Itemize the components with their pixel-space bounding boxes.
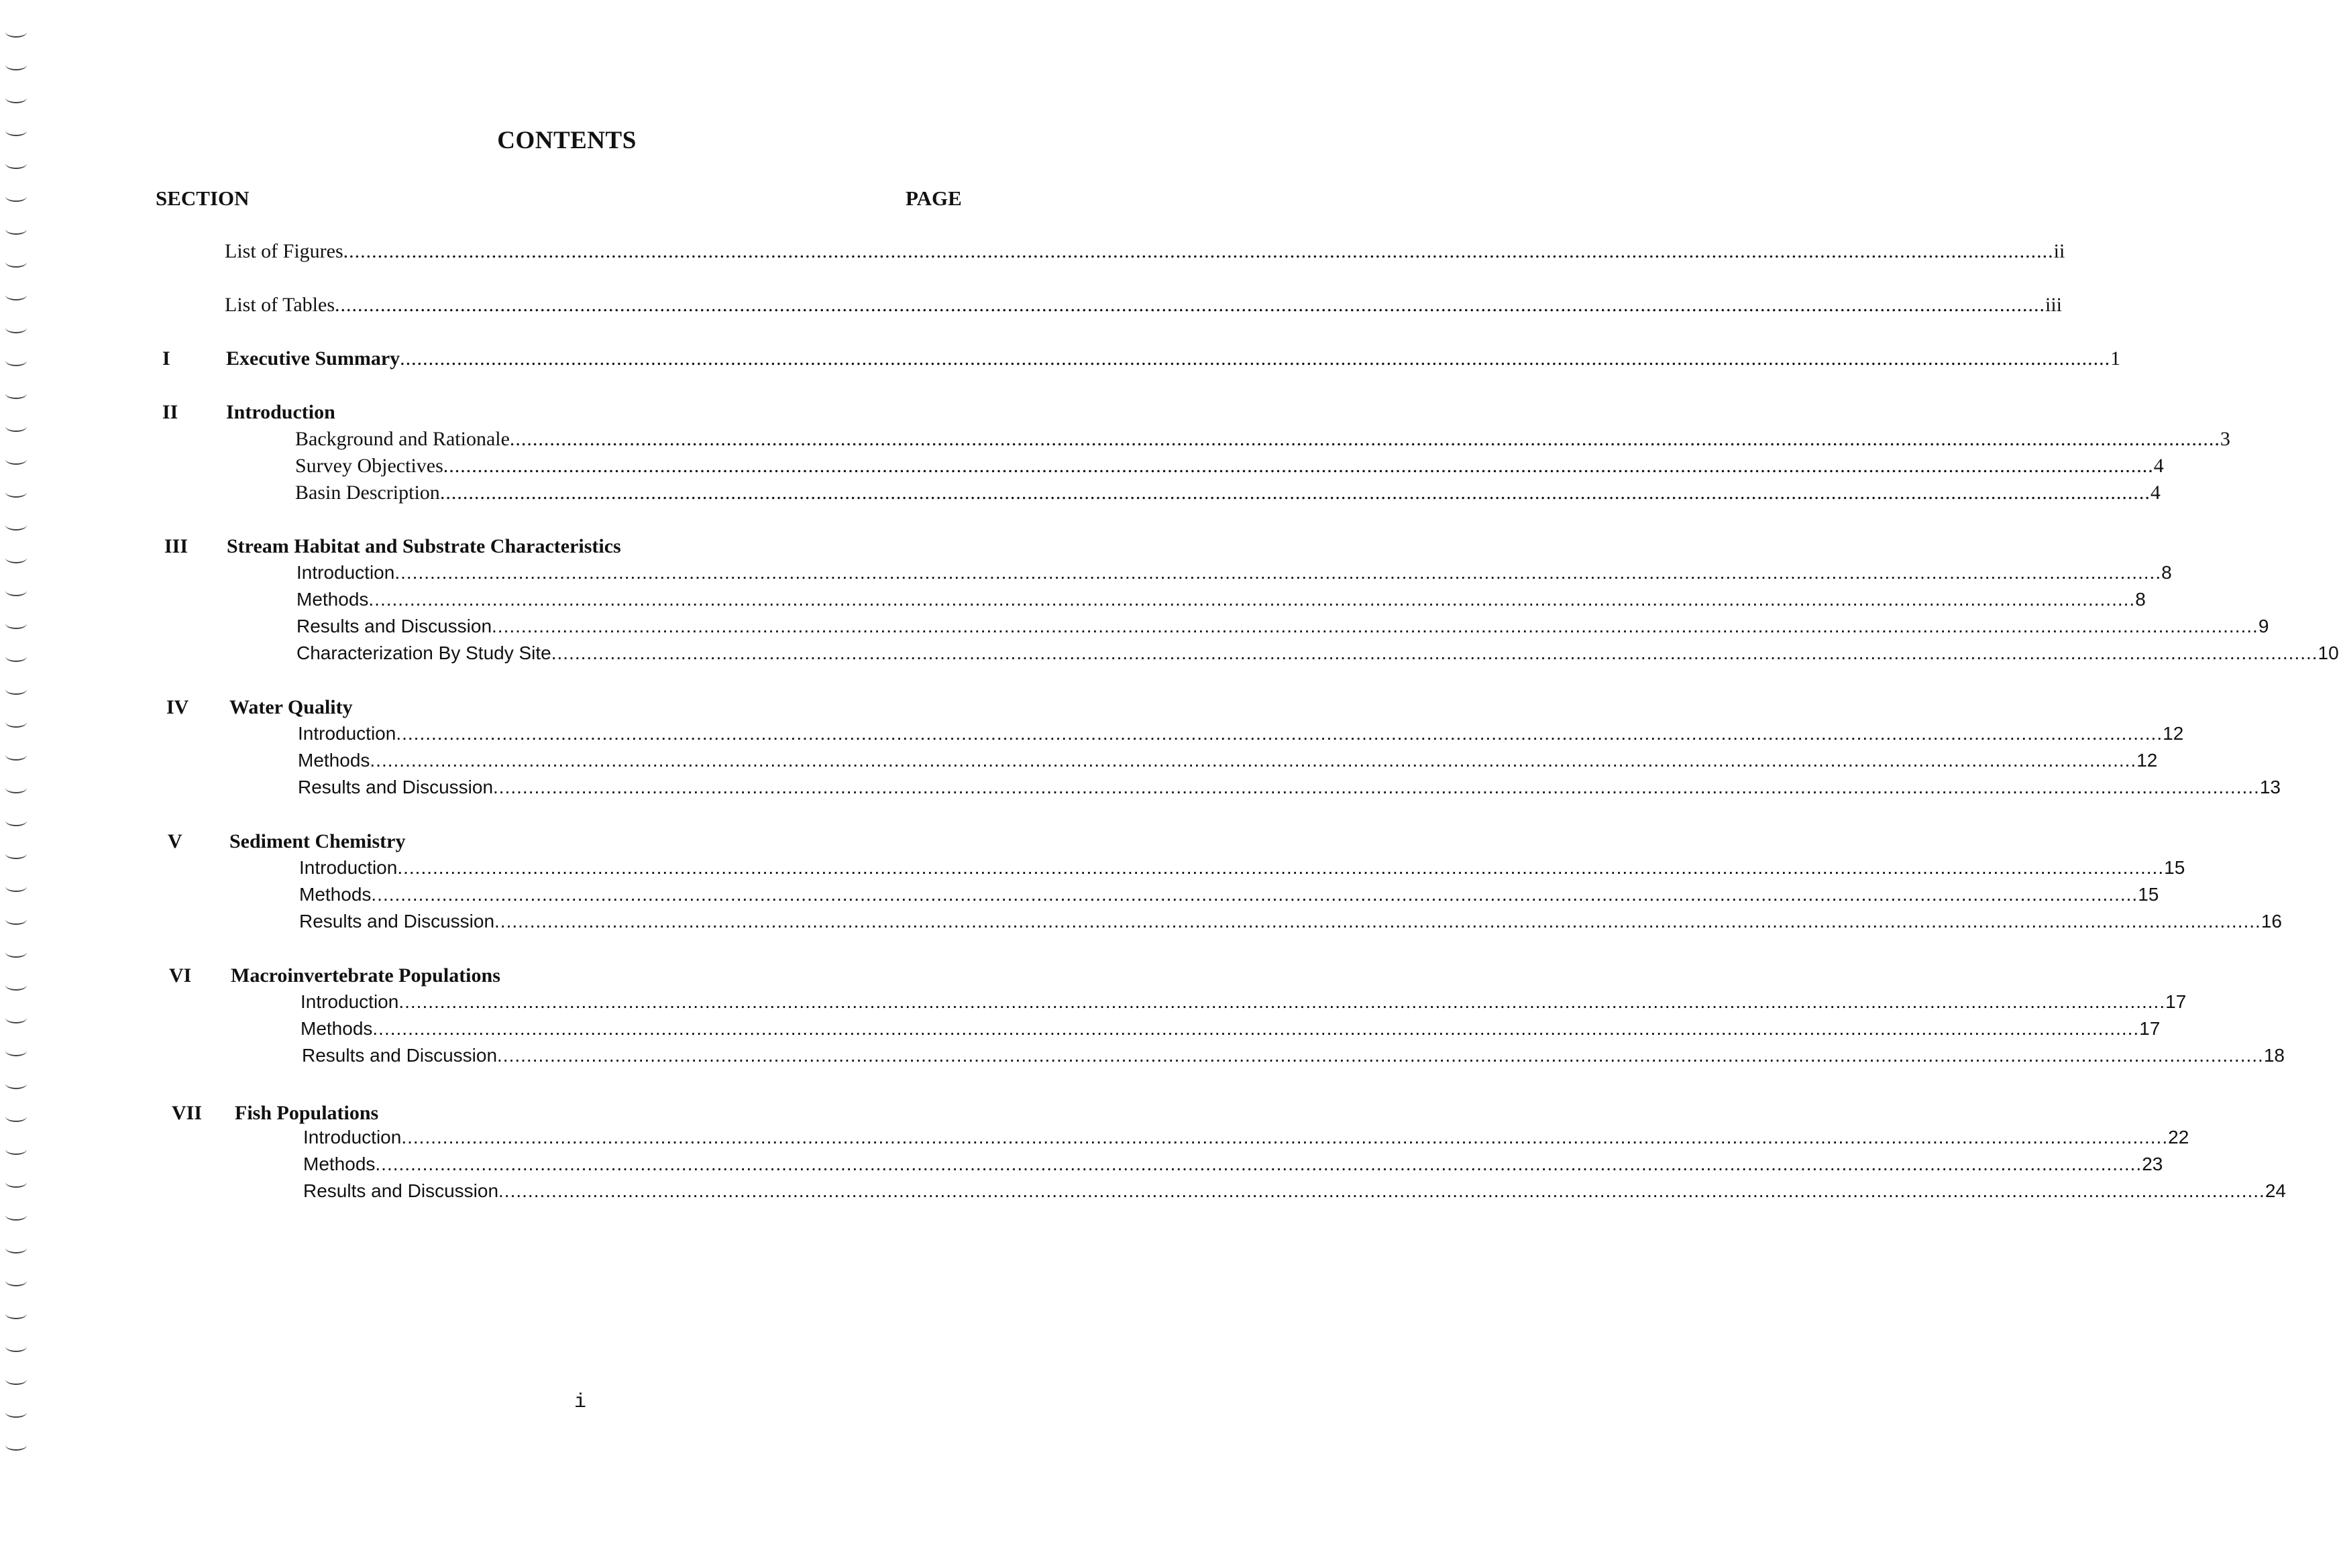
toc-entry-page: 1 (2110, 347, 2121, 370)
binding-hole (5, 585, 27, 596)
toc-entry[interactable] (296, 616, 2269, 637)
toc-entry[interactable] (295, 482, 2161, 504)
binding-hole (5, 158, 27, 169)
binding-hole (5, 848, 27, 859)
dot-leader: ............................................................................................................................................................................................................................................................................................................ (397, 857, 2165, 878)
binding-hole (5, 980, 27, 991)
binding-hole (5, 60, 27, 70)
binding-hole (5, 1046, 27, 1056)
section-numeral: V (168, 830, 182, 852)
binding-hole (5, 191, 27, 202)
section-numeral: VI (169, 964, 192, 987)
dot-leader: ............................................................................................................................................................................................................................................................................................................ (400, 347, 2111, 370)
toc-entry-page: 12 (2163, 723, 2184, 744)
binding-hole (5, 750, 27, 761)
dot-leader: ............................................................................................................................................................................................................................................................................................................ (494, 911, 2261, 932)
toc-entry-label: Methods (298, 750, 370, 771)
toc-entry[interactable] (299, 884, 2159, 905)
toc-entry[interactable] (295, 455, 2164, 478)
toc-entry-executive-summary[interactable] (226, 347, 2121, 370)
toc-entry-label: Methods (299, 884, 372, 905)
section-column-header: SECTION (156, 186, 250, 210)
section-title: Introduction (226, 401, 335, 423)
page-title: CONTENTS (497, 127, 637, 154)
toc-entry-label: Results and Discussion (302, 1045, 498, 1066)
dot-leader: ............................................................................................................................................................................................................................................................................................................ (343, 240, 2054, 262)
toc-entry-page: 4 (2150, 482, 2161, 504)
toc-entry[interactable] (301, 1018, 2161, 1040)
dot-leader: ............................................................................................................................................................................................................................................................................................................ (394, 562, 2162, 583)
binding-hole (5, 1144, 27, 1155)
binding-hole (5, 684, 27, 695)
dot-leader: ............................................................................................................................................................................................................................................................................................................ (439, 482, 2151, 504)
toc-entry-page: 8 (2161, 562, 2172, 583)
toc-entry-label: Results and Discussion (296, 616, 492, 636)
toc-entry-label: Methods (296, 589, 369, 610)
section-title: Fish Populations (235, 1102, 379, 1124)
binding-hole (5, 816, 27, 826)
toc-entry[interactable] (296, 589, 2146, 610)
toc-entry-label: List of Figures (225, 240, 343, 262)
dot-leader: ............................................................................................................................................................................................................................................................................................................ (370, 750, 2137, 771)
toc-entry[interactable] (302, 1045, 2285, 1066)
toc-entry-label: Background and Rationale (295, 428, 510, 450)
toc-entry-label: Results and Discussion (303, 1180, 499, 1201)
toc-entry-label: Basin Description (295, 482, 440, 504)
toc-entry-label: Introduction (299, 857, 398, 878)
toc-entry-page: 9 (2258, 616, 2269, 636)
dot-leader: ............................................................................................................................................................................................................................................................................................................ (551, 642, 2318, 663)
toc-entry-page: 15 (2138, 884, 2159, 905)
binding-hole (5, 93, 27, 103)
binding-hole (5, 355, 27, 366)
binding-holes (5, 27, 32, 1475)
binding-hole (5, 520, 27, 530)
toc-entry-page: 24 (2265, 1180, 2286, 1201)
binding-hole (5, 1308, 27, 1319)
toc-entry-page: 15 (2164, 857, 2185, 878)
binding-hole (5, 881, 27, 892)
toc-entry[interactable] (299, 857, 2185, 879)
binding-hole (5, 1078, 27, 1089)
binding-hole (5, 1440, 27, 1451)
toc-entry-page: 12 (2136, 750, 2158, 771)
toc-entry-page: 3 (2220, 428, 2230, 450)
dot-leader: ............................................................................................................................................................................................................................................................................................................ (368, 589, 2136, 610)
toc-entry-page: 22 (2168, 1127, 2189, 1147)
binding-hole (5, 717, 27, 728)
toc-entry[interactable] (303, 1154, 2163, 1175)
dot-leader: ............................................................................................................................................................................................................................................................................................................ (398, 991, 2166, 1012)
toc-entry-page: 17 (2165, 991, 2187, 1012)
toc-entry-label: Introduction (298, 723, 396, 744)
binding-hole (5, 1243, 27, 1253)
binding-hole (5, 783, 27, 793)
section-title: Sediment Chemistry (229, 830, 406, 852)
toc-entry-list-of-tables[interactable] (225, 294, 2063, 317)
toc-entry-label: Methods (301, 1018, 373, 1039)
binding-hole (5, 1210, 27, 1221)
toc-entry-label: Results and Discussion (299, 911, 495, 932)
section-title: Macroinvertebrate Populations (231, 964, 500, 987)
dot-leader: ............................................................................................................................................................................................................................................................................................................ (509, 428, 2220, 450)
section-title: Executive Summary (226, 347, 400, 370)
toc-entry[interactable] (301, 991, 2187, 1013)
binding-hole (5, 947, 27, 958)
dot-leader: ............................................................................................................................................................................................................................................................................................................ (396, 723, 2163, 744)
section-numeral: II (162, 401, 178, 423)
toc-entry-list-of-figures[interactable] (225, 240, 2065, 263)
toc-entry[interactable] (296, 562, 2172, 583)
section-title: Water Quality (229, 696, 353, 718)
page-number: i (574, 1391, 586, 1414)
toc-entry-page: 23 (2142, 1154, 2163, 1174)
page-column-header: PAGE (906, 186, 962, 210)
section-numeral: VII (172, 1102, 203, 1124)
binding-hole (5, 1177, 27, 1188)
dot-leader: ............................................................................................................................................................................................................................................................................................................ (375, 1154, 2142, 1174)
dot-leader: ............................................................................................................................................................................................................................................................................................................ (492, 616, 2259, 636)
toc-entry-page: 10 (2318, 642, 2339, 663)
toc-entry-page: 8 (2135, 589, 2146, 610)
toc-entry-label: List of Tables (225, 294, 335, 316)
section-numeral: I (162, 347, 170, 370)
toc-entry[interactable] (298, 723, 2184, 744)
toc-entry-label: Introduction (296, 562, 395, 583)
toc-entry[interactable] (298, 777, 2281, 798)
toc-entry[interactable] (298, 750, 2158, 771)
dot-leader: ............................................................................................................................................................................................................................................................................................................ (493, 777, 2260, 797)
toc-entry-label: Survey Objectives (295, 455, 443, 477)
binding-hole (5, 1276, 27, 1286)
toc-entry-label: Methods (303, 1154, 376, 1174)
binding-hole (5, 487, 27, 498)
section-numeral: III (164, 535, 188, 557)
toc-entry-page: ii (2053, 240, 2065, 262)
binding-hole (5, 421, 27, 432)
toc-entry-page: 18 (2263, 1045, 2285, 1066)
binding-hole (5, 914, 27, 925)
dot-leader: ............................................................................................................................................................................................................................................................................................................ (401, 1127, 2169, 1147)
binding-hole (5, 1374, 27, 1385)
toc-entry-label: Introduction (301, 991, 399, 1012)
binding-hole (5, 454, 27, 465)
toc-entry-label: Introduction (303, 1127, 402, 1147)
dot-leader: ............................................................................................................................................................................................................................................................................................................ (498, 1180, 2265, 1201)
toc-entry[interactable] (303, 1127, 2189, 1148)
dot-leader: ............................................................................................................................................................................................................................................................................................................ (372, 1018, 2140, 1039)
binding-hole (5, 1341, 27, 1352)
binding-hole (5, 553, 27, 563)
binding-hole (5, 388, 27, 399)
binding-hole (5, 323, 27, 333)
toc-entry-label: Results and Discussion (298, 777, 494, 797)
binding-hole (5, 651, 27, 662)
section-numeral: IV (166, 696, 189, 718)
binding-hole (5, 27, 27, 38)
section-title: Stream Habitat and Substrate Characteristics (227, 535, 621, 557)
toc-entry-label: Characterization By Study Site (296, 642, 551, 663)
toc-entry-page: 16 (2261, 911, 2282, 932)
dot-leader: ............................................................................................................................................................................................................................................................................................................ (371, 884, 2138, 905)
binding-hole (5, 1013, 27, 1023)
dot-leader: ............................................................................................................................................................................................................................................................................................................ (497, 1045, 2264, 1066)
toc-entry-page: 13 (2259, 777, 2281, 797)
dot-leader: ............................................................................................................................................................................................................................................................................................................ (335, 294, 2045, 316)
binding-hole (5, 618, 27, 629)
binding-hole (5, 224, 27, 235)
toc-entry[interactable] (299, 911, 2282, 932)
toc-entry[interactable] (303, 1180, 2286, 1202)
binding-hole (5, 1111, 27, 1122)
toc-entry[interactable] (296, 642, 2339, 664)
toc-entry-page: 17 (2139, 1018, 2161, 1039)
binding-hole (5, 257, 27, 268)
binding-hole (5, 290, 27, 300)
toc-entry-page: 4 (2153, 455, 2164, 477)
toc-entry[interactable] (295, 428, 2230, 451)
dot-leader: ............................................................................................................................................................................................................................................................................................................ (443, 455, 2154, 477)
toc-entry-page: iii (2045, 294, 2063, 316)
